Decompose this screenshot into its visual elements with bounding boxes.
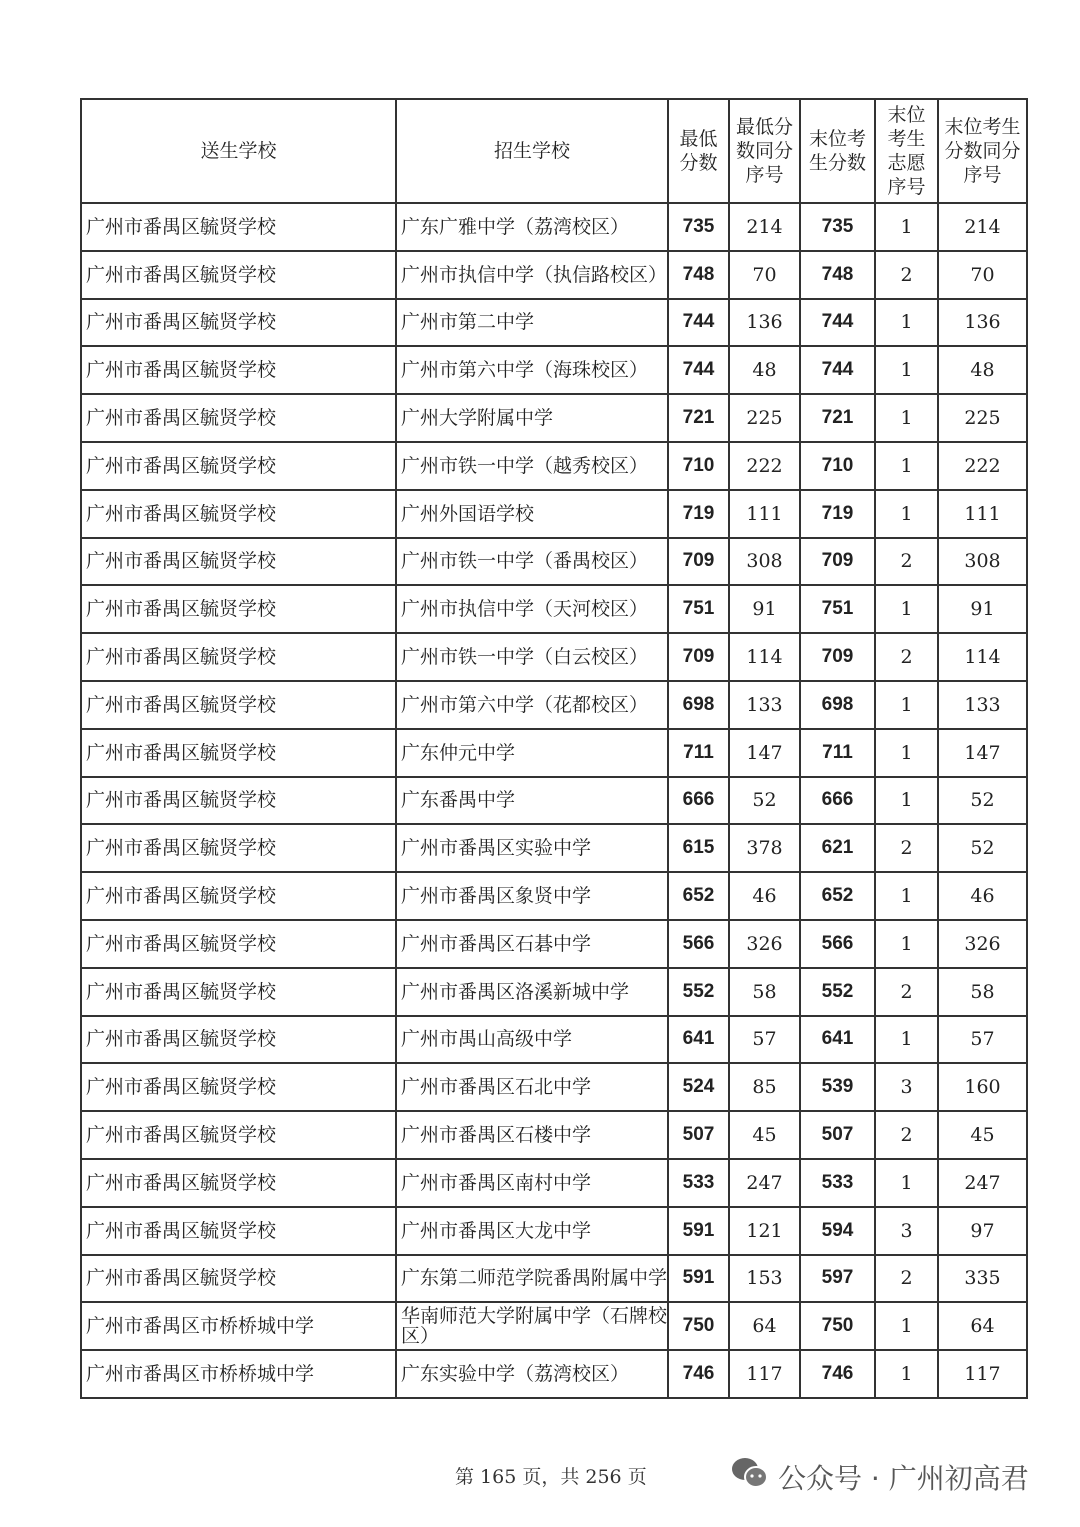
table-row (81, 394, 1027, 442)
cell-min-score: 652 (668, 872, 729, 920)
cell-last-score-rank: 52 (938, 777, 1027, 825)
cell-admitting-school: 广州市执信中学（执信路校区） (396, 251, 668, 299)
cell-min-score-rank: 111 (729, 490, 800, 538)
header-sending-school: 送生学校 (81, 99, 396, 203)
cell-last-score-rank: 335 (938, 1255, 1027, 1303)
cell-last-choice-no: 2 (875, 968, 938, 1016)
cell-last-score-rank: 64 (938, 1302, 1027, 1350)
cell-admitting-school: 广东仲元中学 (396, 729, 668, 777)
cell-last-choice-no: 1 (875, 681, 938, 729)
cell-last-score: 744 (800, 299, 875, 347)
cell-last-score-rank: 91 (938, 585, 1027, 633)
wechat-icon (730, 1455, 770, 1498)
table-row (81, 729, 1027, 777)
cell-min-score: 533 (668, 1159, 729, 1207)
cell-admitting-school: 广州市禺山高级中学 (396, 1016, 668, 1064)
cell-last-score-rank: 58 (938, 968, 1027, 1016)
cell-sending-school: 广州市番禺区市桥桥城中学 (81, 1302, 396, 1350)
cell-last-score: 746 (800, 1350, 875, 1398)
cell-admitting-school: 广州市铁一中学（番禺校区） (396, 538, 668, 586)
cell-last-score-rank: 117 (938, 1350, 1027, 1398)
cell-admitting-school: 广东番禺中学 (396, 777, 668, 825)
cell-sending-school: 广州市番禺区毓贤学校 (81, 442, 396, 490)
cell-min-score: 711 (668, 729, 729, 777)
cell-min-score: 641 (668, 1016, 729, 1064)
cell-last-choice-no: 1 (875, 1302, 938, 1350)
cell-last-score: 621 (800, 824, 875, 872)
cell-admitting-school: 广州市番禺区大龙中学 (396, 1207, 668, 1255)
cell-min-score: 748 (668, 251, 729, 299)
cell-last-choice-no: 1 (875, 1016, 938, 1064)
cell-sending-school: 广州市番禺区毓贤学校 (81, 538, 396, 586)
cell-sending-school: 广州市番禺区毓贤学校 (81, 824, 396, 872)
cell-admitting-school: 广州市番禺区石楼中学 (396, 1111, 668, 1159)
cell-admitting-school: 广州大学附属中学 (396, 394, 668, 442)
table-row (81, 538, 1027, 586)
cell-admitting-school: 广州外国语学校 (396, 490, 668, 538)
cell-sending-school: 广州市番禺区毓贤学校 (81, 490, 396, 538)
cell-sending-school: 广州市番禺区毓贤学校 (81, 968, 396, 1016)
cell-admitting-school: 广州市番禺区石北中学 (396, 1063, 668, 1111)
cell-last-choice-no: 2 (875, 1255, 938, 1303)
cell-last-score: 552 (800, 968, 875, 1016)
watermark (730, 1455, 1029, 1498)
cell-last-score: 698 (800, 681, 875, 729)
cell-min-score-rank: 117 (729, 1350, 800, 1398)
cell-min-score: 751 (668, 585, 729, 633)
cell-last-score-rank: 46 (938, 872, 1027, 920)
cell-last-score-rank: 114 (938, 633, 1027, 681)
cell-min-score: 709 (668, 633, 729, 681)
cell-last-score: 641 (800, 1016, 875, 1064)
cell-last-score-rank: 308 (938, 538, 1027, 586)
cell-admitting-school: 广州市铁一中学（白云校区） (396, 633, 668, 681)
table-row (81, 1016, 1027, 1064)
header-min-score-rank: 最低分数同分序号 (729, 99, 800, 203)
table-row (81, 1350, 1027, 1398)
cell-sending-school: 广州市番禺区毓贤学校 (81, 394, 396, 442)
cell-min-score-rank: 225 (729, 394, 800, 442)
table-row (81, 681, 1027, 729)
cell-last-score: 744 (800, 346, 875, 394)
table-row (81, 442, 1027, 490)
cell-last-choice-no: 1 (875, 442, 938, 490)
cell-sending-school: 广州市番禺区毓贤学校 (81, 585, 396, 633)
cell-min-score-rank: 91 (729, 585, 800, 633)
cell-min-score: 709 (668, 538, 729, 586)
table-row (81, 251, 1027, 299)
table-row (81, 920, 1027, 968)
header-last-choice-no: 末位考生志愿序号 (875, 99, 938, 203)
cell-min-score-rank: 222 (729, 442, 800, 490)
cell-last-score: 539 (800, 1063, 875, 1111)
cell-admitting-school: 广州市第六中学（海珠校区） (396, 346, 668, 394)
cell-min-score-rank: 247 (729, 1159, 800, 1207)
table-row (81, 872, 1027, 920)
header-last-score: 末位考生分数 (800, 99, 875, 203)
cell-min-score-rank: 326 (729, 920, 800, 968)
cell-min-score-rank: 64 (729, 1302, 800, 1350)
cell-min-score-rank: 133 (729, 681, 800, 729)
cell-admitting-school: 广州市铁一中学（越秀校区） (396, 442, 668, 490)
cell-sending-school: 广州市番禺区毓贤学校 (81, 872, 396, 920)
cell-min-score: 698 (668, 681, 729, 729)
cell-admitting-school: 广州市第六中学（花都校区） (396, 681, 668, 729)
header-min-score: 最低分数 (668, 99, 729, 203)
cell-last-score-rank: 133 (938, 681, 1027, 729)
cell-admitting-school: 广州市番禺区洛溪新城中学 (396, 968, 668, 1016)
cell-last-choice-no: 1 (875, 1350, 938, 1398)
cell-min-score-rank: 136 (729, 299, 800, 347)
cell-sending-school: 广州市番禺区毓贤学校 (81, 920, 396, 968)
cell-admitting-school: 广东广雅中学（荔湾校区） (396, 203, 668, 251)
table-header-row (81, 99, 1027, 203)
cell-min-score-rank: 147 (729, 729, 800, 777)
cell-sending-school: 广州市番禺区毓贤学校 (81, 1207, 396, 1255)
cell-last-score: 735 (800, 203, 875, 251)
cell-min-score-rank: 121 (729, 1207, 800, 1255)
cell-last-score: 666 (800, 777, 875, 825)
table-row (81, 346, 1027, 394)
cell-last-score: 711 (800, 729, 875, 777)
cell-min-score: 750 (668, 1302, 729, 1350)
cell-admitting-school: 广州市番禺区石碁中学 (396, 920, 668, 968)
cell-min-score-rank: 57 (729, 1016, 800, 1064)
table-row (81, 1255, 1027, 1303)
cell-last-score: 652 (800, 872, 875, 920)
cell-min-score-rank: 214 (729, 203, 800, 251)
table-row (81, 968, 1027, 1016)
table-row (81, 299, 1027, 347)
cell-last-choice-no: 1 (875, 394, 938, 442)
cell-last-score-rank: 57 (938, 1016, 1027, 1064)
cell-last-score: 721 (800, 394, 875, 442)
header-last-score-rank: 末位考生分数同分序号 (938, 99, 1027, 203)
cell-last-score-rank: 136 (938, 299, 1027, 347)
cell-min-score-rank: 58 (729, 968, 800, 1016)
cell-last-score: 533 (800, 1159, 875, 1207)
cell-last-score: 719 (800, 490, 875, 538)
cell-min-score: 591 (668, 1207, 729, 1255)
cell-sending-school: 广州市番禺区毓贤学校 (81, 1255, 396, 1303)
cell-last-choice-no: 2 (875, 1111, 938, 1159)
watermark-text: 公众号 · 广州初高君 (778, 1461, 1029, 1495)
cell-min-score-rank: 52 (729, 777, 800, 825)
cell-last-choice-no: 1 (875, 299, 938, 347)
cell-last-choice-no: 3 (875, 1207, 938, 1255)
cell-last-choice-no: 2 (875, 824, 938, 872)
cell-last-score: 566 (800, 920, 875, 968)
cell-sending-school: 广州市番禺区毓贤学校 (81, 633, 396, 681)
cell-min-score-rank: 70 (729, 251, 800, 299)
cell-sending-school: 广州市番禺区毓贤学校 (81, 1111, 396, 1159)
cell-last-choice-no: 1 (875, 1159, 938, 1207)
cell-sending-school: 广州市番禺区毓贤学校 (81, 251, 396, 299)
cell-min-score: 744 (668, 346, 729, 394)
cell-min-score-rank: 48 (729, 346, 800, 394)
cell-min-score-rank: 114 (729, 633, 800, 681)
cell-last-score-rank: 111 (938, 490, 1027, 538)
cell-sending-school: 广州市番禺区毓贤学校 (81, 299, 396, 347)
cell-min-score: 719 (668, 490, 729, 538)
cell-last-choice-no: 2 (875, 251, 938, 299)
table-row (81, 1063, 1027, 1111)
cell-min-score: 566 (668, 920, 729, 968)
cell-last-score: 751 (800, 585, 875, 633)
cell-last-choice-no: 1 (875, 920, 938, 968)
cell-last-score: 597 (800, 1255, 875, 1303)
cell-last-score: 507 (800, 1111, 875, 1159)
cell-last-score-rank: 214 (938, 203, 1027, 251)
cell-min-score-rank: 153 (729, 1255, 800, 1303)
table-row (81, 824, 1027, 872)
table-row (81, 1207, 1027, 1255)
cell-sending-school: 广州市番禺区毓贤学校 (81, 681, 396, 729)
cell-last-score: 710 (800, 442, 875, 490)
cell-sending-school: 广州市番禺区毓贤学校 (81, 1016, 396, 1064)
cell-last-choice-no: 1 (875, 872, 938, 920)
cell-last-score-rank: 45 (938, 1111, 1027, 1159)
table-row (81, 1159, 1027, 1207)
cell-last-choice-no: 1 (875, 777, 938, 825)
table-row (81, 1111, 1027, 1159)
cell-last-score: 709 (800, 538, 875, 586)
cell-last-score-rank: 147 (938, 729, 1027, 777)
cell-admitting-school: 华南师范大学附属中学（石牌校区） (396, 1302, 668, 1350)
cell-last-score-rank: 326 (938, 920, 1027, 968)
cell-sending-school: 广州市番禺区毓贤学校 (81, 777, 396, 825)
cell-last-choice-no: 1 (875, 729, 938, 777)
cell-sending-school: 广州市番禺区毓贤学校 (81, 1159, 396, 1207)
cell-last-score-rank: 247 (938, 1159, 1027, 1207)
cell-last-score-rank: 97 (938, 1207, 1027, 1255)
table-row (81, 490, 1027, 538)
page-number: 第 165 页，共 256 页 (455, 1466, 647, 1488)
cell-sending-school: 广州市番禺区毓贤学校 (81, 729, 396, 777)
cell-last-choice-no: 2 (875, 633, 938, 681)
cell-sending-school: 广州市番禺区毓贤学校 (81, 1063, 396, 1111)
cell-admitting-school: 广州市番禺区南村中学 (396, 1159, 668, 1207)
cell-last-score-rank: 70 (938, 251, 1027, 299)
cell-min-score: 710 (668, 442, 729, 490)
cell-last-choice-no: 1 (875, 585, 938, 633)
table-row (81, 1302, 1027, 1350)
cell-min-score: 507 (668, 1111, 729, 1159)
cell-last-score-rank: 222 (938, 442, 1027, 490)
cell-min-score: 591 (668, 1255, 729, 1303)
cell-sending-school: 广州市番禺区毓贤学校 (81, 203, 396, 251)
table-row (81, 585, 1027, 633)
cell-sending-school: 广州市番禺区毓贤学校 (81, 346, 396, 394)
cell-last-choice-no: 1 (875, 490, 938, 538)
cell-min-score: 524 (668, 1063, 729, 1111)
cell-admitting-school: 广州市第二中学 (396, 299, 668, 347)
table-row (81, 633, 1027, 681)
cell-admitting-school: 广州市番禺区象贤中学 (396, 872, 668, 920)
cell-min-score: 744 (668, 299, 729, 347)
cell-min-score: 721 (668, 394, 729, 442)
cell-last-score: 594 (800, 1207, 875, 1255)
header-admitting-school: 招生学校 (396, 99, 668, 203)
cell-min-score: 666 (668, 777, 729, 825)
table-row (81, 777, 1027, 825)
cell-min-score: 552 (668, 968, 729, 1016)
cell-last-score-rank: 225 (938, 394, 1027, 442)
cell-last-score-rank: 160 (938, 1063, 1027, 1111)
cell-last-choice-no: 1 (875, 203, 938, 251)
admission-score-table (80, 98, 1028, 1399)
cell-min-score: 735 (668, 203, 729, 251)
cell-admitting-school: 广州市番禺区实验中学 (396, 824, 668, 872)
cell-min-score-rank: 308 (729, 538, 800, 586)
cell-admitting-school: 广东实验中学（荔湾校区） (396, 1350, 668, 1398)
cell-last-choice-no: 2 (875, 538, 938, 586)
table-row (81, 203, 1027, 251)
cell-admitting-school: 广东第二师范学院番禺附属中学 (396, 1255, 668, 1303)
cell-last-score: 750 (800, 1302, 875, 1350)
cell-min-score-rank: 45 (729, 1111, 800, 1159)
cell-last-score-rank: 52 (938, 824, 1027, 872)
cell-last-choice-no: 3 (875, 1063, 938, 1111)
cell-last-choice-no: 1 (875, 346, 938, 394)
cell-last-score: 709 (800, 633, 875, 681)
cell-last-score: 748 (800, 251, 875, 299)
cell-min-score-rank: 378 (729, 824, 800, 872)
cell-min-score-rank: 85 (729, 1063, 800, 1111)
cell-admitting-school: 广州市执信中学（天河校区） (396, 585, 668, 633)
cell-sending-school: 广州市番禺区市桥桥城中学 (81, 1350, 396, 1398)
cell-last-score-rank: 48 (938, 346, 1027, 394)
cell-min-score: 746 (668, 1350, 729, 1398)
cell-min-score-rank: 46 (729, 872, 800, 920)
cell-min-score: 615 (668, 824, 729, 872)
